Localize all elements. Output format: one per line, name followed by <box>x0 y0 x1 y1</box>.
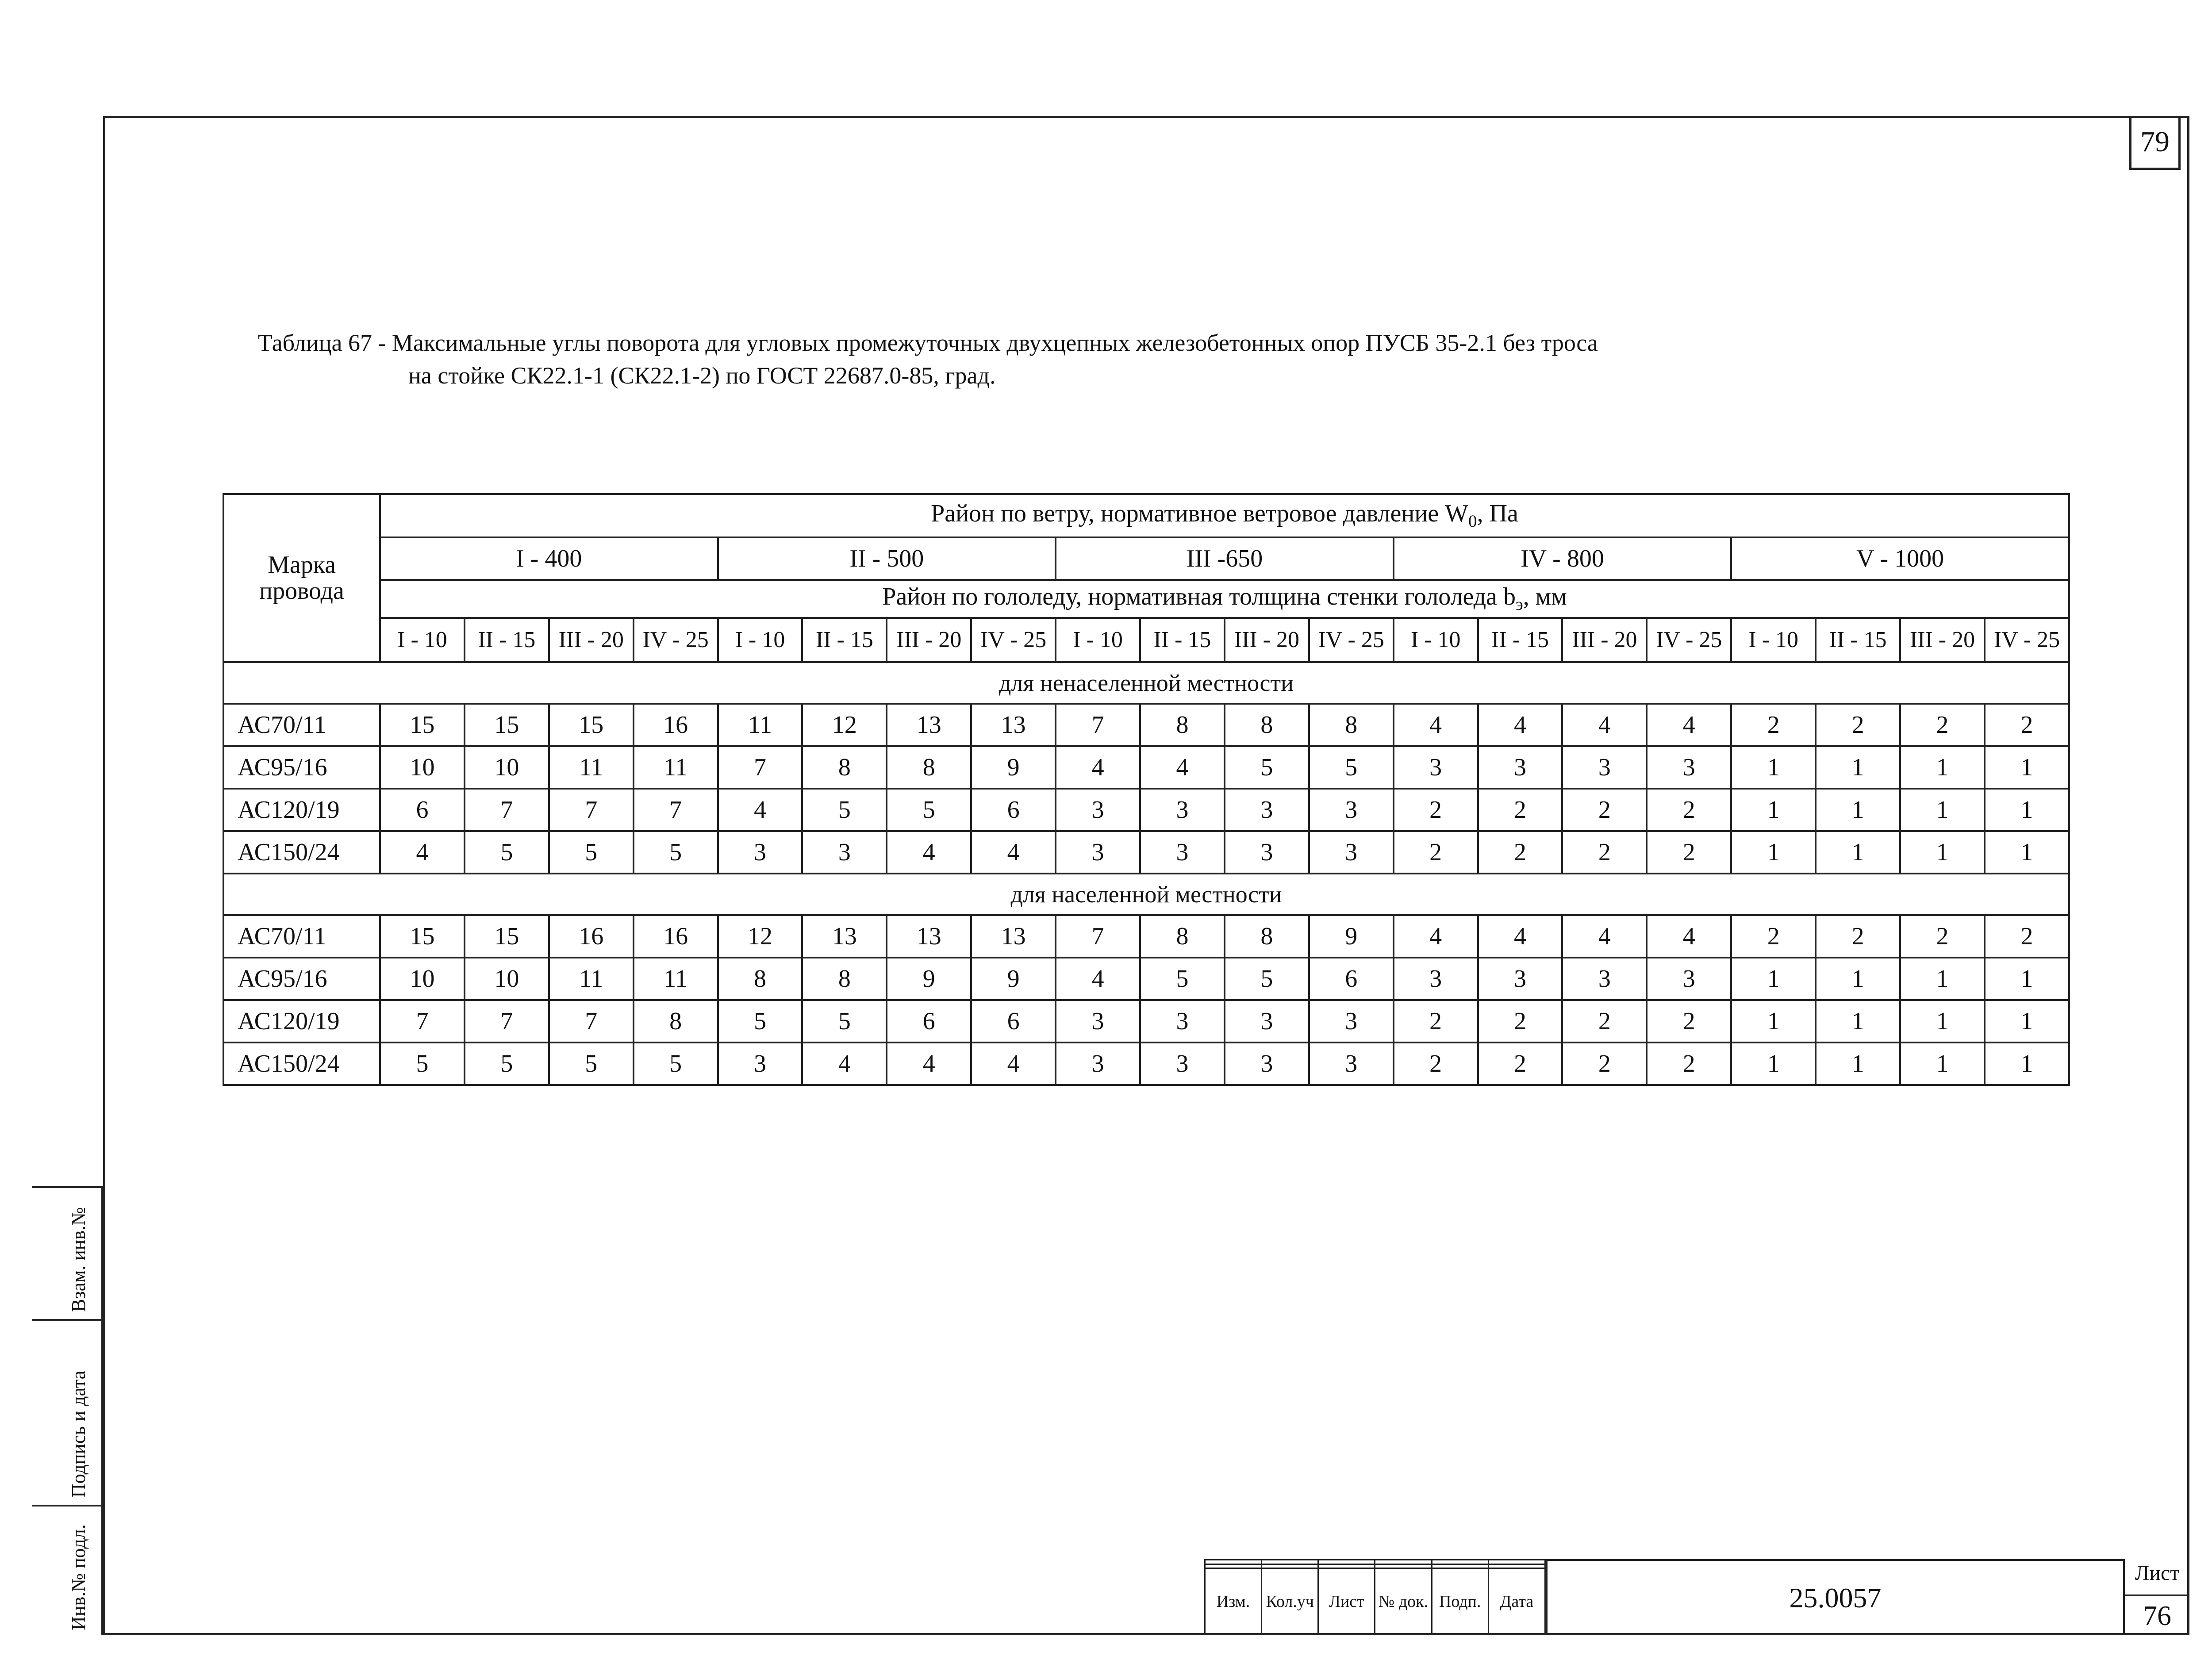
angle-value: 9 <box>971 958 1056 1000</box>
angle-value: 4 <box>802 1043 887 1085</box>
angle-value: 1 <box>1900 1000 1985 1043</box>
angle-value: 3 <box>1140 1000 1225 1043</box>
ice-region-cell: III - 20 <box>1562 618 1647 662</box>
section-title: для ненаселенной местности <box>223 662 2069 704</box>
angle-value: 3 <box>1140 1043 1225 1085</box>
angle-value: 2 <box>1562 1043 1647 1085</box>
angle-value: 5 <box>549 1043 634 1085</box>
angle-value: 2 <box>1478 1043 1563 1085</box>
wind-header-unit: , Па <box>1477 500 1518 528</box>
angle-value: 11 <box>549 746 634 789</box>
angle-value: 5 <box>1225 746 1309 789</box>
angle-value: 4 <box>887 1043 971 1085</box>
angle-value: 11 <box>634 746 718 789</box>
ice-region-cell: III - 20 <box>887 618 971 662</box>
caption-line-2: на стойке СК22.1-1 (СК22.1-2) по ГОСТ 22687.0-85, град. <box>408 362 996 389</box>
ice-region-cell: IV - 25 <box>1647 618 1731 662</box>
table-row <box>223 831 2069 874</box>
angle-value: 5 <box>1140 958 1225 1000</box>
angle-value: 3 <box>1309 831 1394 874</box>
document-code: 25.0057 <box>1546 1559 2123 1635</box>
podpis-data-label: Подпись и дата <box>68 1370 89 1498</box>
title-block-column-1: Изм. <box>1205 1568 1262 1635</box>
angle-value: 4 <box>1394 704 1478 746</box>
angle-value: 11 <box>718 704 803 746</box>
angle-value: 2 <box>1816 915 1900 958</box>
angle-value: 7 <box>718 746 803 789</box>
angle-value: 8 <box>802 958 887 1000</box>
angle-value: 3 <box>1647 958 1731 1000</box>
angle-value: 6 <box>971 789 1056 831</box>
table-row <box>223 789 2069 831</box>
angle-value: 7 <box>380 1000 465 1043</box>
angle-value: 2 <box>1900 704 1985 746</box>
header-row-wind <box>223 494 2069 537</box>
angle-value: 10 <box>465 958 549 1000</box>
wire-mark: АС95/16 <box>223 746 380 789</box>
angle-value: 9 <box>1309 915 1394 958</box>
angle-value: 1 <box>1816 1043 1900 1085</box>
angle-value: 5 <box>465 1043 549 1085</box>
angle-value: 8 <box>1140 704 1225 746</box>
angle-value: 3 <box>1562 958 1647 1000</box>
angle-value: 1 <box>1731 1043 1816 1085</box>
angle-value: 1 <box>1816 831 1900 874</box>
angle-value: 3 <box>1309 1043 1394 1085</box>
wind-region-3: III -650 <box>1056 537 1394 580</box>
angle-value: 15 <box>465 704 549 746</box>
angle-value: 1 <box>1731 831 1816 874</box>
angle-value: 11 <box>634 958 718 1000</box>
angle-value: 2 <box>1478 1000 1563 1043</box>
angle-value: 3 <box>1478 958 1563 1000</box>
angle-value: 1 <box>1985 1000 2069 1043</box>
angle-value: 1 <box>1900 831 1985 874</box>
angle-value: 1 <box>1985 789 2069 831</box>
angle-value: 15 <box>465 915 549 958</box>
angle-value: 2 <box>1816 704 1900 746</box>
title-block-column-4: № док. <box>1375 1568 1432 1635</box>
ice-header-text: Район по гололеду, нормативная толщина стенки гололеда b <box>882 583 1516 611</box>
ice-region-cell: I - 10 <box>1056 618 1140 662</box>
angle-value: 10 <box>380 746 465 789</box>
angle-value: 13 <box>887 704 971 746</box>
mark-header: Марка провода <box>223 494 380 662</box>
ice-region-cell: II - 15 <box>1816 618 1900 662</box>
angle-value: 3 <box>1225 1000 1309 1043</box>
inv-podl-cell <box>32 1505 103 1635</box>
angle-value: 5 <box>802 1000 887 1043</box>
page-number: 79 <box>2129 116 2181 170</box>
table-row <box>223 915 2069 958</box>
angle-value: 3 <box>1478 746 1563 789</box>
angle-value: 2 <box>1731 704 1816 746</box>
ice-header <box>380 580 2069 618</box>
angle-value: 4 <box>380 831 465 874</box>
ice-region-cell: III - 20 <box>549 618 634 662</box>
ice-header-unit: , мм <box>1523 583 1567 611</box>
angle-value: 3 <box>1225 831 1309 874</box>
table-row <box>223 746 2069 789</box>
angle-value: 2 <box>1985 704 2069 746</box>
angle-value: 1 <box>1816 1000 1900 1043</box>
ice-region-cell: IV - 25 <box>1985 618 2069 662</box>
angle-value: 1 <box>1816 746 1900 789</box>
sheet-box <box>2123 1559 2189 1635</box>
wind-region-1: I - 400 <box>380 537 718 580</box>
ice-region-cell: I - 10 <box>1731 618 1816 662</box>
angle-value: 2 <box>1394 1000 1478 1043</box>
angle-value: 13 <box>802 915 887 958</box>
ice-region-cell: II - 15 <box>1478 618 1563 662</box>
angle-value: 6 <box>971 1000 1056 1043</box>
angle-value: 8 <box>1225 704 1309 746</box>
side-stamp-strip <box>32 1186 103 1635</box>
header-row-ice-regions <box>223 618 2069 662</box>
angle-value: 6 <box>887 1000 971 1043</box>
title-block-column-3: Лист <box>1318 1568 1375 1635</box>
angle-value: 2 <box>1394 831 1478 874</box>
caption-line-1: Таблица 67 - Максимальные углы поворота для угловых промежуточных двухцепных железобетонных опор ПУСБ 35-2.1 без троса <box>258 330 1598 356</box>
section-row <box>223 662 2069 704</box>
angle-value: 8 <box>634 1000 718 1043</box>
angle-value: 15 <box>380 915 465 958</box>
angle-value: 9 <box>887 958 971 1000</box>
wire-mark: АС70/11 <box>223 704 380 746</box>
angle-value: 1 <box>1985 958 2069 1000</box>
ice-region-cell: II - 15 <box>465 618 549 662</box>
angle-value: 3 <box>718 831 803 874</box>
podpis-data-cell <box>32 1319 103 1505</box>
table-row <box>223 704 2069 746</box>
angle-value: 4 <box>1478 704 1563 746</box>
angle-value: 6 <box>380 789 465 831</box>
angle-value: 3 <box>1140 789 1225 831</box>
vzam-inv-label: Взам. инв.№ <box>68 1207 89 1312</box>
angle-value: 3 <box>1225 1043 1309 1085</box>
angles-table <box>223 493 2070 1086</box>
ice-region-cell: IV - 25 <box>1309 618 1394 662</box>
angle-value: 4 <box>1647 704 1731 746</box>
angle-value: 2 <box>1647 1043 1731 1085</box>
angle-value: 2 <box>1985 915 2069 958</box>
wind-header <box>380 494 2069 537</box>
angle-value: 1 <box>1985 1043 2069 1085</box>
angle-value: 1 <box>1816 958 1900 1000</box>
angle-value: 13 <box>971 915 1056 958</box>
angle-value: 9 <box>971 746 1056 789</box>
wind-header-text: Район по ветру, нормативное ветровое давление W <box>931 500 1469 528</box>
angle-value: 4 <box>718 789 803 831</box>
angle-value: 7 <box>549 1000 634 1043</box>
angle-value: 13 <box>887 915 971 958</box>
angle-value: 1 <box>1816 789 1900 831</box>
angle-value: 8 <box>1309 704 1394 746</box>
angle-value: 1 <box>1731 789 1816 831</box>
angle-value: 7 <box>549 789 634 831</box>
angle-value: 15 <box>549 704 634 746</box>
sheet-label: Лист <box>2135 1561 2180 1585</box>
angle-value: 3 <box>1562 746 1647 789</box>
angle-value: 2 <box>1394 789 1478 831</box>
angle-value: 1 <box>1900 746 1985 789</box>
angle-value: 16 <box>549 915 634 958</box>
angle-value: 3 <box>1056 1000 1140 1043</box>
title-block-column-2: Кол.уч <box>1262 1568 1318 1635</box>
angle-value: 1 <box>1900 789 1985 831</box>
angle-value: 3 <box>1309 1000 1394 1043</box>
header-row-ice <box>223 580 2069 618</box>
angle-value: 3 <box>1140 831 1225 874</box>
ice-region-cell: III - 20 <box>1900 618 1985 662</box>
angle-value: 12 <box>802 704 887 746</box>
angle-value: 3 <box>1056 1043 1140 1085</box>
angle-value: 8 <box>887 746 971 789</box>
angle-value: 2 <box>1562 831 1647 874</box>
wire-mark: АС70/11 <box>223 915 380 958</box>
angle-value: 5 <box>1225 958 1309 1000</box>
table-caption <box>258 326 1598 392</box>
angle-value: 15 <box>380 704 465 746</box>
angle-value: 5 <box>802 789 887 831</box>
angle-value: 16 <box>634 704 718 746</box>
angle-value: 4 <box>887 831 971 874</box>
revision-grid <box>1204 1559 1546 1635</box>
angle-value: 2 <box>1394 1043 1478 1085</box>
ice-region-cell: II - 15 <box>802 618 887 662</box>
section-row <box>223 874 2069 915</box>
title-block-column-5: Подп. <box>1432 1568 1488 1635</box>
angle-value: 5 <box>887 789 971 831</box>
ice-region-cell: IV - 25 <box>971 618 1056 662</box>
angle-value: 1 <box>1731 746 1816 789</box>
angle-value: 2 <box>1647 789 1731 831</box>
wire-mark: АС150/24 <box>223 831 380 874</box>
angle-value: 3 <box>1309 789 1394 831</box>
angle-value: 3 <box>1225 789 1309 831</box>
angle-value: 1 <box>1900 1043 1985 1085</box>
table-row <box>223 1043 2069 1085</box>
angle-value: 3 <box>1394 958 1478 1000</box>
ice-region-cell: II - 15 <box>1140 618 1225 662</box>
angle-value: 7 <box>465 1000 549 1043</box>
angle-value: 2 <box>1647 1000 1731 1043</box>
wire-mark: АС150/24 <box>223 1043 380 1085</box>
ice-region-cell: IV - 25 <box>634 618 718 662</box>
angle-value: 10 <box>465 746 549 789</box>
sheet-number: 76 <box>2125 1595 2189 1635</box>
angle-value: 5 <box>380 1043 465 1085</box>
angle-value: 2 <box>1900 915 1985 958</box>
angle-value: 1 <box>1900 958 1985 1000</box>
angle-value: 4 <box>1562 915 1647 958</box>
angle-value: 4 <box>1056 958 1140 1000</box>
angle-value: 8 <box>1140 915 1225 958</box>
angle-value: 5 <box>1309 746 1394 789</box>
ice-region-cell: I - 10 <box>1394 618 1478 662</box>
angle-value: 3 <box>802 831 887 874</box>
angle-value: 4 <box>971 1043 1056 1085</box>
angle-value: 5 <box>549 831 634 874</box>
table-row <box>223 958 2069 1000</box>
angle-value: 4 <box>1562 704 1647 746</box>
angle-value: 4 <box>971 831 1056 874</box>
angle-value: 16 <box>634 915 718 958</box>
angle-value: 1 <box>1731 1000 1816 1043</box>
angle-value: 4 <box>1478 915 1563 958</box>
angle-value: 4 <box>1647 915 1731 958</box>
ice-region-cell: III - 20 <box>1225 618 1309 662</box>
angle-value: 2 <box>1478 831 1563 874</box>
angle-value: 3 <box>1056 831 1140 874</box>
angle-value: 3 <box>1394 746 1478 789</box>
angle-value: 8 <box>718 958 803 1000</box>
angle-value: 2 <box>1647 831 1731 874</box>
angle-value: 5 <box>465 831 549 874</box>
section-title: для населенной местности <box>223 874 2069 915</box>
angle-value: 2 <box>1562 789 1647 831</box>
angle-value: 1 <box>1985 831 2069 874</box>
angle-value: 4 <box>1394 915 1478 958</box>
angle-value: 3 <box>1056 789 1140 831</box>
angle-value: 6 <box>1309 958 1394 1000</box>
ice-header-sub: э <box>1515 595 1523 614</box>
angle-value: 2 <box>1478 789 1563 831</box>
angle-value: 10 <box>380 958 465 1000</box>
angle-value: 5 <box>634 831 718 874</box>
wire-mark: АС95/16 <box>223 958 380 1000</box>
angle-value: 7 <box>634 789 718 831</box>
angle-value: 12 <box>718 915 803 958</box>
angle-value: 2 <box>1562 1000 1647 1043</box>
title-block <box>1204 1559 2189 1635</box>
angle-value: 3 <box>718 1043 803 1085</box>
wind-region-4: IV - 800 <box>1394 537 1732 580</box>
angle-value: 5 <box>634 1043 718 1085</box>
wind-header-sub: 0 <box>1468 512 1477 531</box>
ice-region-cell: I - 10 <box>718 618 803 662</box>
inv-podl-label: Инв.№ подл. <box>68 1524 89 1630</box>
ice-region-cell: I - 10 <box>380 618 465 662</box>
angle-value: 7 <box>465 789 549 831</box>
angle-value: 13 <box>971 704 1056 746</box>
wind-region-2: II - 500 <box>718 537 1056 580</box>
header-row-wind-regions <box>223 537 2069 580</box>
angle-value: 5 <box>718 1000 803 1043</box>
angle-value: 11 <box>549 958 634 1000</box>
wire-mark: АС120/19 <box>223 1000 380 1043</box>
wire-mark: АС120/19 <box>223 789 380 831</box>
angle-value: 7 <box>1056 704 1140 746</box>
angle-value: 8 <box>802 746 887 789</box>
angle-value: 7 <box>1056 915 1140 958</box>
angle-value: 1 <box>1731 958 1816 1000</box>
vzam-inv-cell <box>32 1186 103 1319</box>
title-block-column-6: Дата <box>1488 1568 1545 1635</box>
angle-value: 1 <box>1985 746 2069 789</box>
angle-value: 2 <box>1731 915 1816 958</box>
table-row <box>223 1000 2069 1043</box>
wind-region-5: V - 1000 <box>1731 537 2069 580</box>
angle-value: 4 <box>1140 746 1225 789</box>
angle-value: 3 <box>1647 746 1731 789</box>
angle-value: 4 <box>1056 746 1140 789</box>
angle-value: 8 <box>1225 915 1309 958</box>
